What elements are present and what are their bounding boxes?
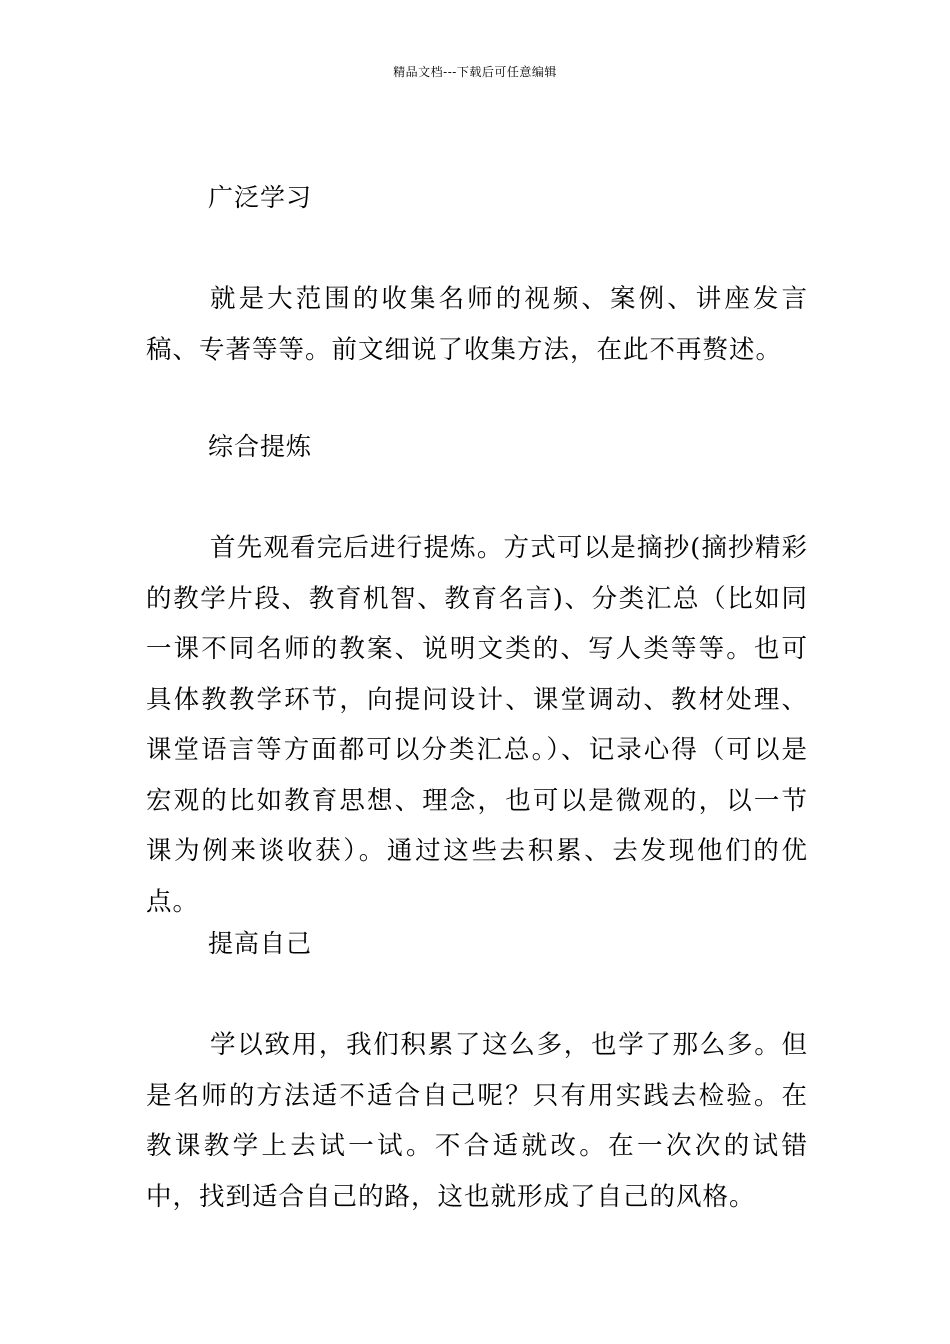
section-heading-broad-learning: 广泛学习 bbox=[208, 183, 313, 212]
section-paragraph-synthesis: 首先观看完后进行提炼。方式可以是摘抄(摘抄精彩的教学片段、教育机智、教育名言)、分类汇总（比如同一课不同名师的教案、说明文类的、写人类等等。也可具体教教学环节，向提问设计、课堂调动、教材处理、课堂语言等方面都可以分类汇总。）、记录心得（可以是宏观的比如教育思想、理念，也可以是微观的，以一节课为例来谈收获）。通过这些去积累、去发现他们的优点。 bbox=[146, 533, 808, 917]
section-heading-self-improvement: 提高自己 bbox=[208, 929, 313, 958]
section-paragraph-broad-learning: 就是大范围的收集名师的视频、案例、讲座发言稿、专著等等。前文细说了收集方法，在此不再赘述。 bbox=[146, 284, 808, 365]
page-header: 精品文档---下载后可任意编辑 bbox=[393, 65, 557, 79]
section-paragraph-self-improvement: 学以致用，我们积累了这么多，也学了那么多。但是名师的方法适不适合自己呢？只有用实践去检验。在教课教学上去试一试。不合适就改。在一次次的试错中，找到适合自己的路，这也就形成了自己的风格。 bbox=[146, 1030, 808, 1212]
section-heading-synthesis: 综合提炼 bbox=[208, 432, 313, 461]
